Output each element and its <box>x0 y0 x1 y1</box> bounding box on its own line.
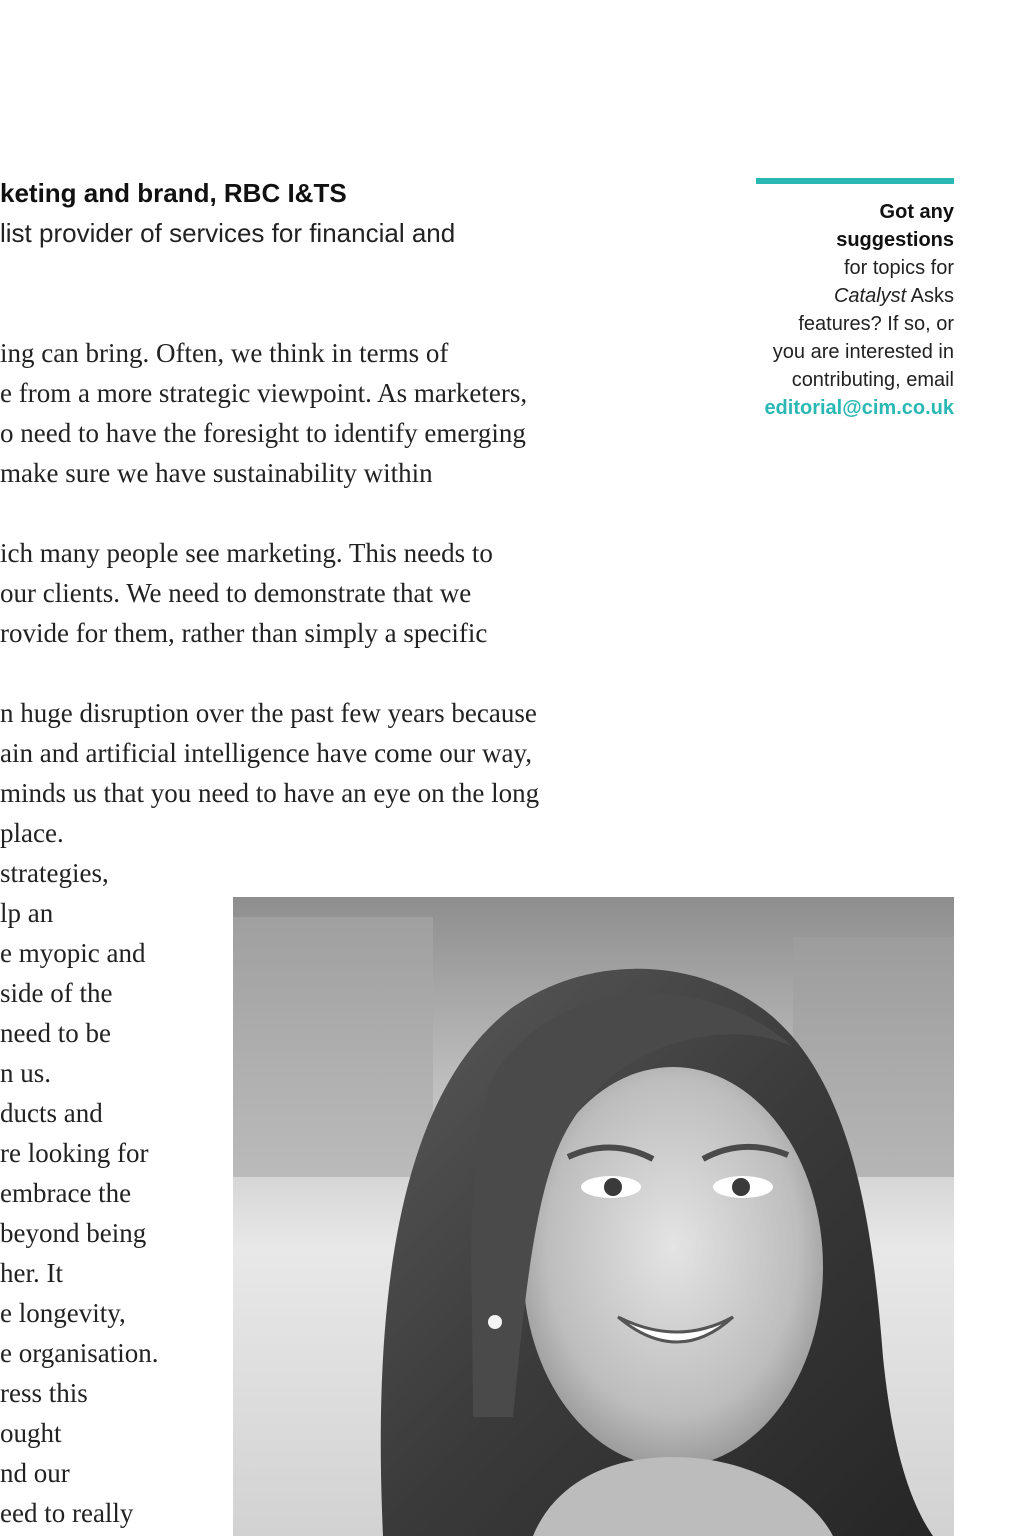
body-line: embrace the <box>0 1178 132 1208</box>
portrait-illustration <box>233 897 954 1536</box>
body-line: o need to have the foresight to identify emerging <box>0 418 526 448</box>
portrait-photo <box>233 897 954 1536</box>
sidebar-line: for topics for <box>843 257 954 279</box>
body-line: minds us that you need to have an eye on the long <box>0 778 540 808</box>
body-line: ain and artificial intelligence have come our way, <box>0 738 533 768</box>
body-line: beyond being <box>0 1218 147 1248</box>
body-line: ducts and <box>0 1098 103 1128</box>
body-line: ought <box>0 1418 62 1448</box>
body-line: strategies, <box>0 858 109 888</box>
body-line: side of the <box>0 978 113 1008</box>
email-link[interactable]: editorial@cim.co.uk <box>764 397 954 419</box>
sidebar-line: features? If so, or <box>798 313 954 335</box>
body-line: e from a more strategic viewpoint. As marketers, <box>0 378 528 408</box>
body-line: e longevity, <box>0 1298 126 1328</box>
body-line: ress this <box>0 1378 88 1408</box>
body-line: n us. <box>0 1058 52 1088</box>
sidebar-accent-rule <box>756 178 954 184</box>
author-name-line: keting and brand, RBC I&TS <box>0 178 347 208</box>
body-line: rovide for them, rather than simply a specific <box>0 618 488 648</box>
catalyst-title: Catalyst <box>833 285 907 307</box>
sidebar-line: contributing, email <box>791 369 954 391</box>
body-line: lp an <box>0 898 54 928</box>
author-description-line: list provider of services for financial and <box>0 218 456 248</box>
body-line: e organisation. <box>0 1338 159 1368</box>
sidebar-catalyst-line <box>756 282 954 310</box>
body-line: ich many people see marketing. This needs to <box>0 538 493 568</box>
body-line: ing can bring. Often, we think in terms of <box>0 338 449 368</box>
suggestions-sidebar <box>756 178 954 422</box>
body-line: eed to really <box>0 1498 134 1528</box>
body-line: n huge disruption over the past few years because <box>0 698 537 728</box>
sidebar-heading-1: Got any <box>879 201 954 223</box>
body-line: place. <box>0 818 64 848</box>
body-line: e myopic and <box>0 938 146 968</box>
sidebar-asks: Asks <box>906 285 954 307</box>
sidebar-line: you are interested in <box>772 341 954 363</box>
body-line: re looking for <box>0 1138 149 1168</box>
body-line: her. It <box>0 1258 63 1288</box>
body-line: nd our <box>0 1458 70 1488</box>
body-line: make sure we have sustainability within <box>0 458 433 488</box>
sidebar-heading-2: suggestions <box>836 229 954 251</box>
body-line: need to be <box>0 1018 111 1048</box>
body-line: our clients. We need to demonstrate that we <box>0 578 472 608</box>
sidebar-text <box>756 198 954 422</box>
